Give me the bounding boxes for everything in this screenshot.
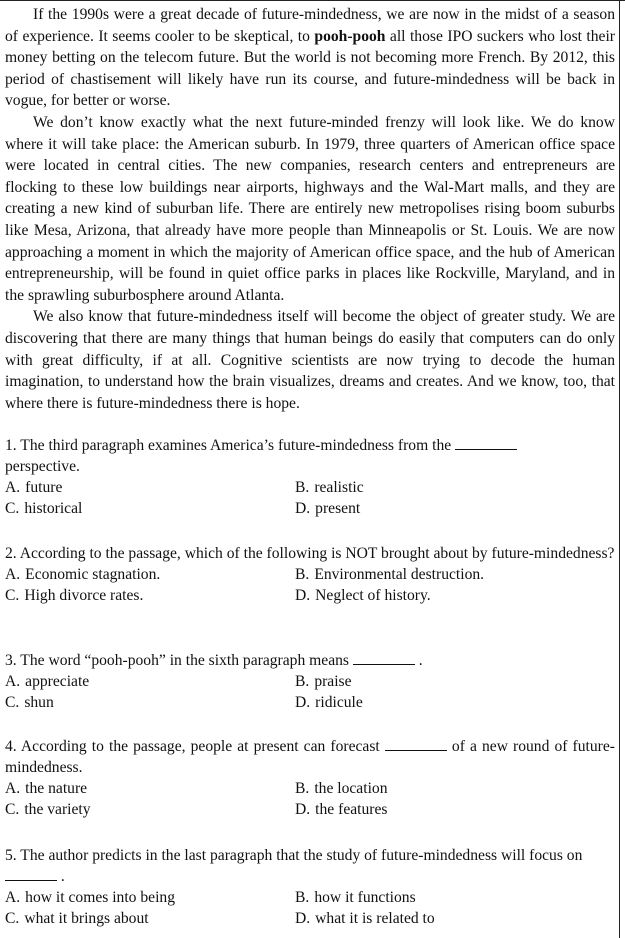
- options: [5, 477, 615, 521]
- option-c[interactable]: [5, 799, 91, 820]
- option-letter: D.: [295, 500, 311, 517]
- option-letter: B.: [295, 673, 310, 690]
- option-a[interactable]: [5, 778, 87, 799]
- answer-blank: [353, 652, 415, 665]
- option-letter: B.: [295, 479, 310, 496]
- option-text: how it comes into being: [25, 889, 176, 906]
- stem-text: perspective.: [5, 458, 80, 475]
- stem-text: of a new round of future-mindedness.: [5, 738, 615, 776]
- question-1: [5, 435, 615, 521]
- option-text: shun: [24, 694, 54, 711]
- option-d[interactable]: [295, 908, 435, 929]
- option-letter: B.: [295, 889, 310, 906]
- option-b[interactable]: [295, 671, 352, 692]
- question-4: [5, 736, 615, 822]
- option-letter: A.: [5, 889, 21, 906]
- option-text: the nature: [25, 780, 88, 797]
- frame-top-border: [0, 0, 625, 1]
- option-d[interactable]: [295, 692, 363, 713]
- answer-blank: [385, 738, 447, 751]
- options: [5, 778, 615, 822]
- option-text: historical: [24, 500, 83, 517]
- option-text: ridicule: [315, 694, 363, 711]
- question-stem: [5, 435, 615, 477]
- options: [5, 564, 615, 608]
- option-letter: B.: [295, 780, 310, 797]
- option-a[interactable]: [5, 887, 175, 908]
- option-c[interactable]: [5, 692, 54, 713]
- option-a[interactable]: [5, 564, 160, 585]
- option-text: how it functions: [314, 889, 416, 906]
- option-b[interactable]: [295, 477, 364, 498]
- option-text: what it brings about: [24, 910, 149, 927]
- passage-paragraph-1: [5, 4, 615, 112]
- option-letter: C.: [5, 910, 20, 927]
- reading-passage: [5, 4, 615, 414]
- question-2: [5, 543, 615, 608]
- option-text: future: [25, 479, 63, 496]
- option-text: realistic: [314, 479, 364, 496]
- question-5: [5, 845, 615, 931]
- option-letter: D.: [295, 910, 311, 927]
- option-text: present: [315, 500, 361, 517]
- option-letter: B.: [295, 566, 310, 583]
- option-text: what it is related to: [315, 910, 435, 927]
- option-letter: C.: [5, 587, 20, 604]
- stem-text: 3. The word “pooh-pooh” in the sixth paragraph means: [5, 652, 349, 669]
- question-stem: [5, 736, 615, 778]
- option-letter: A.: [5, 673, 21, 690]
- option-c[interactable]: [5, 585, 143, 606]
- option-c[interactable]: [5, 908, 149, 929]
- option-text: appreciate: [25, 673, 90, 690]
- option-text: the features: [315, 801, 388, 818]
- option-d[interactable]: [295, 585, 431, 606]
- bold-term: pooh-pooh: [314, 27, 386, 45]
- stem-text: 1. The third paragraph examines America’s future-mindedness from the: [5, 437, 452, 454]
- paragraph-text: If the 1990s were a great decade of future-mindedness, we are now in the midst of a season of experience. It seems cooler to be skeptical, to: [5, 6, 615, 45]
- answer-blank: [455, 437, 517, 450]
- option-a[interactable]: [5, 477, 62, 498]
- options: [5, 671, 615, 715]
- option-letter: A.: [5, 479, 21, 496]
- option-letter: D.: [295, 587, 311, 604]
- passage-paragraph-3: We also know that future-mindedness itself will become the object of greater study. We are discovering that there are many things that human beings do easily that computers can do only with great difficulty, if at all. Cognitive scientists are now trying to decode the human imagination, to understand how the brain visualizes, dreams and creates. And we know, too, that where there is future-mindedness there is hope.: [5, 308, 615, 412]
- option-b[interactable]: [295, 564, 484, 585]
- option-text: Neglect of history.: [315, 587, 431, 604]
- option-a[interactable]: [5, 671, 89, 692]
- paragraph-text: all those IPO suckers who lost their money betting on the telecom future. But the world is not becoming more French. By 2012, this period of chastisement will likely have run its course, and future-mindedness will be back in vogue, for better or worse.: [5, 27, 615, 110]
- option-b[interactable]: [295, 887, 416, 908]
- passage-paragraph-2: We don’t know exactly what the next future-minded frenzy will look like. We do know where it will take place: the American suburb. In 1979, three quarters of American office space were located in central cities. The new companies, research centers and entrepreneurs are flocking to these low buildings near airports, highways and the Wal-Mart malls, and they are creating a new kind of suburban life. There are entirely new metropolises rising boom suburbs like Mesa, Arizona, that already have more people than Minneapolis or St. Louis. We are now approaching a moment in which the majority of American office space, and the hub of American entrepreneurship, will be found in quiet office parks in places like Rockville, Maryland, and in the sprawling suburbosphere around Atlanta.: [5, 113, 615, 304]
- option-letter: D.: [295, 801, 311, 818]
- option-text: the variety: [24, 801, 91, 818]
- option-text: Environmental destruction.: [314, 566, 485, 583]
- option-letter: C.: [5, 694, 20, 711]
- question-stem: [5, 650, 615, 671]
- question-3: [5, 650, 615, 715]
- stem-text: .: [60, 868, 65, 885]
- option-c[interactable]: [5, 498, 82, 519]
- option-letter: A.: [5, 780, 21, 797]
- stem-text: .: [418, 652, 423, 669]
- frame-right-border: [619, 0, 620, 938]
- option-text: Economic stagnation.: [25, 566, 161, 583]
- option-letter: C.: [5, 801, 20, 818]
- question-stem: [5, 845, 615, 887]
- option-text: High divorce rates.: [24, 587, 144, 604]
- option-text: praise: [314, 673, 352, 690]
- option-letter: A.: [5, 566, 21, 583]
- option-b[interactable]: [295, 778, 388, 799]
- option-d[interactable]: [295, 799, 387, 820]
- stem-text: 5. The author predicts in the last paragraph that the study of future-mindedness will focus on: [5, 847, 583, 864]
- question-stem: 2. According to the passage, which of the following is NOT brought about by future-mindedness?: [5, 545, 615, 562]
- stem-text: 4. According to the passage, people at present can forecast: [5, 738, 380, 755]
- option-letter: D.: [295, 694, 311, 711]
- option-letter: C.: [5, 500, 20, 517]
- options: [5, 887, 615, 931]
- option-d[interactable]: [295, 498, 360, 519]
- option-text: the location: [314, 780, 388, 797]
- answer-blank: [5, 868, 57, 881]
